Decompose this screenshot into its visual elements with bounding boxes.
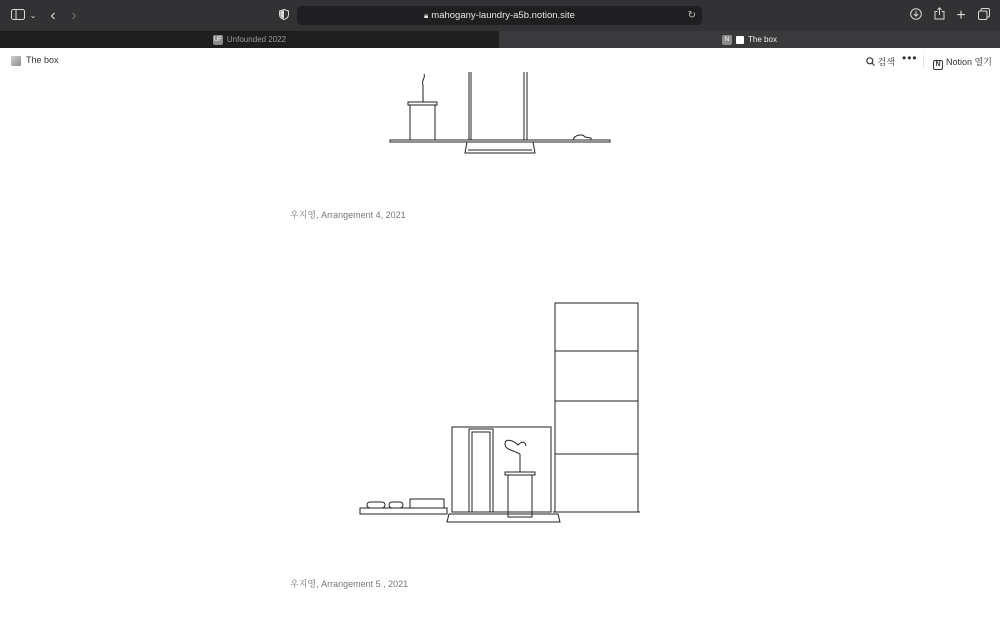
notion-favicon: N — [722, 35, 732, 45]
back-icon[interactable]: ‹ — [50, 7, 56, 24]
search-button[interactable] — [866, 55, 895, 68]
url-text: mahogany-laundry-a5b.notion.site — [431, 10, 575, 21]
tab-label: Unfounded 2022 — [226, 35, 287, 44]
arrangement-5-drawing — [355, 282, 645, 527]
open-in-notion-label: Notion 열기 — [946, 57, 992, 67]
search-icon — [866, 57, 878, 67]
tab-favicon: UF — [213, 36, 222, 43]
caption-arrangement-5: 우지영, Arrangement 5 , 2021 — [290, 579, 409, 589]
lock-icon: 🔒︎ — [424, 11, 429, 20]
more-options-icon[interactable]: ••• — [902, 51, 918, 65]
page-icon — [11, 56, 21, 66]
page-title[interactable]: The box — [26, 55, 59, 65]
notion-logo-icon: N — [933, 60, 943, 70]
privacy-shield-icon[interactable] — [277, 0, 291, 31]
browser-toolbar — [0, 0, 1000, 31]
arrangement-4-drawing — [385, 70, 615, 156]
reload-icon[interactable]: ↻ — [687, 10, 696, 21]
tab-label: The box — [748, 35, 777, 44]
tab-the-box[interactable] — [499, 31, 1000, 48]
new-tab-icon[interactable]: + — [956, 7, 966, 24]
chevron-down-icon[interactable]: ⌄ — [29, 11, 37, 20]
page-emoji-icon — [736, 36, 744, 44]
download-icon[interactable] — [908, 0, 924, 31]
tab-unfounded[interactable] — [0, 31, 499, 48]
forward-icon: › — [71, 7, 77, 24]
sidebar-toggle-icon[interactable] — [10, 0, 26, 31]
divider — [923, 55, 924, 68]
address-bar[interactable] — [297, 6, 702, 25]
caption-arrangement-4: 우지영, Arrangement 4, 2021 — [290, 210, 406, 220]
tab-overview-icon[interactable] — [976, 0, 992, 31]
open-in-notion-button[interactable] — [933, 55, 992, 70]
search-label: 검색 — [877, 57, 895, 67]
share-icon[interactable] — [931, 0, 947, 31]
tab-bar — [0, 31, 1000, 48]
